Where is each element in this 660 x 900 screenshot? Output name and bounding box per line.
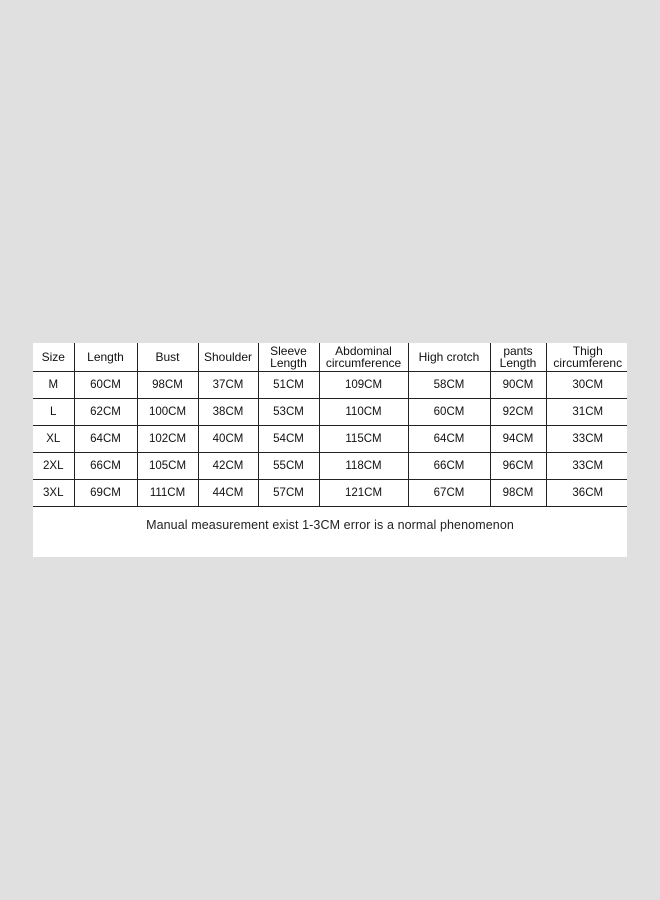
header-thigh-circumference: Thigh circumferenc	[546, 343, 627, 372]
shoulder-cell: 44CM	[198, 480, 258, 507]
header-bust: Bust	[137, 343, 198, 372]
header-length: Length	[74, 343, 137, 372]
shoulder-cell: 38CM	[198, 399, 258, 426]
sleeve-length-cell: 53CM	[258, 399, 319, 426]
high-crotch-cell: 58CM	[408, 372, 490, 399]
pants-length-cell: 94CM	[490, 426, 546, 453]
size-cell: 3XL	[33, 480, 74, 507]
shoulder-cell: 42CM	[198, 453, 258, 480]
abdominal-cell: 109CM	[319, 372, 408, 399]
high-crotch-cell: 60CM	[408, 399, 490, 426]
header-abdominal-circumference: Abdominal circumference	[319, 343, 408, 372]
header-row	[33, 343, 627, 372]
sleeve-length-cell: 55CM	[258, 453, 319, 480]
header-size: Size	[33, 343, 74, 372]
high-crotch-cell: 64CM	[408, 426, 490, 453]
thigh-cell: 30CM	[546, 372, 627, 399]
thigh-cell: 31CM	[546, 399, 627, 426]
thigh-cell: 36CM	[546, 480, 627, 507]
abdominal-cell: 110CM	[319, 399, 408, 426]
abdominal-cell: 118CM	[319, 453, 408, 480]
shoulder-cell: 37CM	[198, 372, 258, 399]
header-shoulder: Shoulder	[198, 343, 258, 372]
pants-length-cell: 98CM	[490, 480, 546, 507]
shoulder-cell: 40CM	[198, 426, 258, 453]
header-sleeve-length: Sleeve Length	[258, 343, 319, 372]
length-cell: 69CM	[74, 480, 137, 507]
table-row	[33, 372, 627, 399]
thigh-cell: 33CM	[546, 453, 627, 480]
header-pants-length: pants Length	[490, 343, 546, 372]
length-cell: 64CM	[74, 426, 137, 453]
high-crotch-cell: 67CM	[408, 480, 490, 507]
table-row	[33, 426, 627, 453]
measurement-note: Manual measurement exist 1-3CM error is a normal phenomenon	[146, 518, 514, 532]
pants-length-cell: 96CM	[490, 453, 546, 480]
pants-length-cell: 90CM	[490, 372, 546, 399]
sleeve-length-cell: 51CM	[258, 372, 319, 399]
table-row	[33, 453, 627, 480]
size-cell: XL	[33, 426, 74, 453]
header-high-crotch: High crotch	[408, 343, 490, 372]
size-chart	[33, 343, 627, 557]
thigh-cell: 33CM	[546, 426, 627, 453]
bust-cell: 102CM	[137, 426, 198, 453]
length-cell: 60CM	[74, 372, 137, 399]
size-cell: 2XL	[33, 453, 74, 480]
bust-cell: 98CM	[137, 372, 198, 399]
high-crotch-cell: 66CM	[408, 453, 490, 480]
size-table	[33, 343, 627, 507]
abdominal-cell: 121CM	[319, 480, 408, 507]
sleeve-length-cell: 54CM	[258, 426, 319, 453]
length-cell: 62CM	[74, 399, 137, 426]
abdominal-cell: 115CM	[319, 426, 408, 453]
size-cell: L	[33, 399, 74, 426]
table-row	[33, 399, 627, 426]
sleeve-length-cell: 57CM	[258, 480, 319, 507]
pants-length-cell: 92CM	[490, 399, 546, 426]
table-row	[33, 480, 627, 507]
bust-cell: 111CM	[137, 480, 198, 507]
length-cell: 66CM	[74, 453, 137, 480]
bust-cell: 100CM	[137, 399, 198, 426]
size-cell: M	[33, 372, 74, 399]
bust-cell: 105CM	[137, 453, 198, 480]
